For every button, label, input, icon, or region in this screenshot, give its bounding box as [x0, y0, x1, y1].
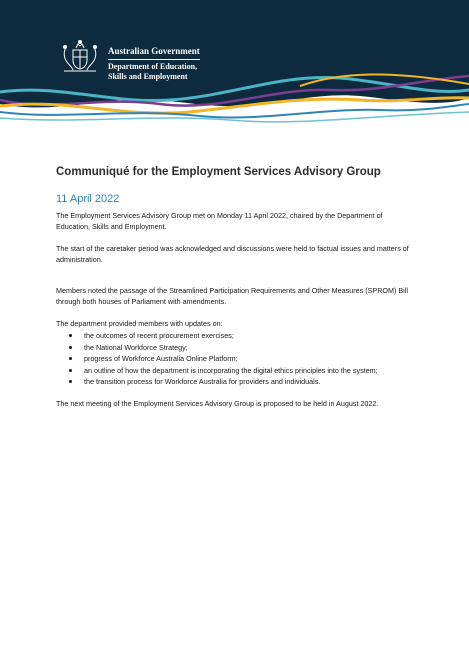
department-name-line-2: Skills and Employment	[108, 72, 188, 81]
list-item	[56, 366, 416, 376]
document-title: Communiqué for the Employment Services Advisory Group	[56, 166, 381, 178]
bullet-icon	[69, 369, 72, 372]
list-item-text: an outline of how the department is incorporating the digital ethics principles into the system;	[84, 365, 378, 375]
bullet-icon	[69, 357, 72, 360]
sprom-paragraph: Members noted the passage of the Streamlined Participation Requirements and Other Measures (SPROM) Bill through both houses of Parliament with amendments.	[56, 286, 408, 306]
list-item	[56, 377, 416, 387]
bullet-icon	[69, 346, 72, 349]
list-item-text: the National Workforce Strategy;	[84, 342, 188, 352]
list-item-text: progress of Workforce Australia Online Platform;	[84, 354, 238, 363]
document-body	[56, 164, 416, 409]
updates-intro-paragraph: The department provided members with updates on:	[56, 319, 223, 328]
caretaker-paragraph: The start of the caretaker period was acknowledged and discussions were held to factual issues and matters of administration.	[56, 244, 409, 264]
next-meeting-paragraph: The next meeting of the Employment Services Advisory Group is proposed to be held in August 2022.	[56, 399, 379, 408]
government-wordmark	[108, 46, 200, 82]
document-date: 11 April 2022	[56, 193, 120, 205]
department-name-line-1: Department of Education,	[108, 62, 198, 71]
bullet-icon	[69, 380, 72, 383]
government-name: Australian Government	[108, 46, 200, 56]
updates-list	[56, 331, 416, 387]
list-item-text: the transition process for Workforce Australia for providers and individuals.	[84, 377, 321, 386]
list-item	[56, 354, 416, 364]
list-item	[56, 343, 416, 353]
wordmark-divider	[108, 59, 200, 60]
list-item-text: the outcomes of recent procurement exercises;	[84, 331, 234, 340]
coat-of-arms-icon	[56, 38, 104, 78]
intro-paragraph: The Employment Services Advisory Group met on Monday 11 April 2022, chaired by the Department of Education, Skills and Employment.	[56, 211, 383, 231]
bullet-icon	[69, 334, 72, 337]
list-item	[56, 331, 416, 341]
